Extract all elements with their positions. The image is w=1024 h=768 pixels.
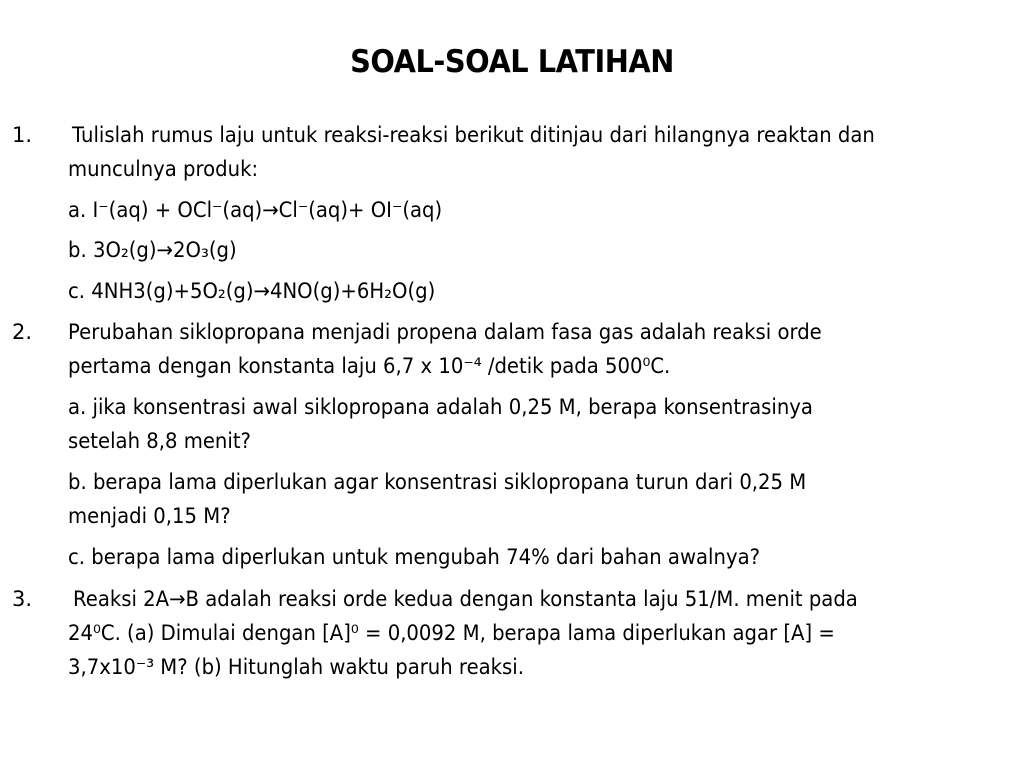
question-2-item-a-line-1: a. jika konsentrasi awal siklopropana adalah 0,25 M, berapa konsentrasinya [68,395,813,419]
question-2-text-line-2: pertama dengan konstanta laju 6,7 x 10⁻⁴ /detik pada 500⁰C. [68,354,671,378]
question-2-item-a-line-2: setelah 8,8 menit? [68,429,251,453]
question-1-item-b: b. 3O₂(g)→2O₃(g) [68,238,237,262]
question-1-text-line-2: munculnya produk: [68,157,259,181]
question-2-item-c: c. berapa lama diperlukan untuk mengubah 74% dari bahan awalnya? [68,545,761,569]
question-1-number: 1. [12,123,33,147]
question-1-item-c: c. 4NH3(g)+5O₂(g)→4NO(g)+6H₂O(g) [68,279,436,303]
question-1-item-a: a. I⁻(aq) + OCl⁻(aq)→Cl⁻(aq)+ OI⁻(aq) [68,198,443,222]
page-title: SOAL-SOAL LATIHAN [350,44,674,80]
question-3-text-line-3: 3,7x10⁻³ M? (b) Hitunglah waktu paruh reaksi. [68,655,524,679]
question-3-text-line-1: Reaksi 2A→B adalah reaksi orde kedua dengan konstanta laju 51/M. menit pada [73,587,858,611]
question-2-text-line-1: Perubahan siklopropana menjadi propena dalam fasa gas adalah reaksi orde [68,320,822,344]
question-2-item-b-line-1: b. berapa lama diperlukan agar konsentrasi siklopropana turun dari 0,25 M [68,470,807,494]
question-3-number: 3. [12,587,33,611]
question-1-text-line-1: Tulislah rumus laju untuk reaksi-reaksi berikut ditinjau dari hilangnya reaktan dan [72,123,875,147]
question-3-text-line-2: 24⁰C. (a) Dimulai dengan [A]⁰ = 0,0092 M, berapa lama diperlukan agar [A] = [68,621,835,645]
question-2-item-b-line-2: menjadi 0,15 M? [68,504,231,528]
question-2-number: 2. [12,320,33,344]
